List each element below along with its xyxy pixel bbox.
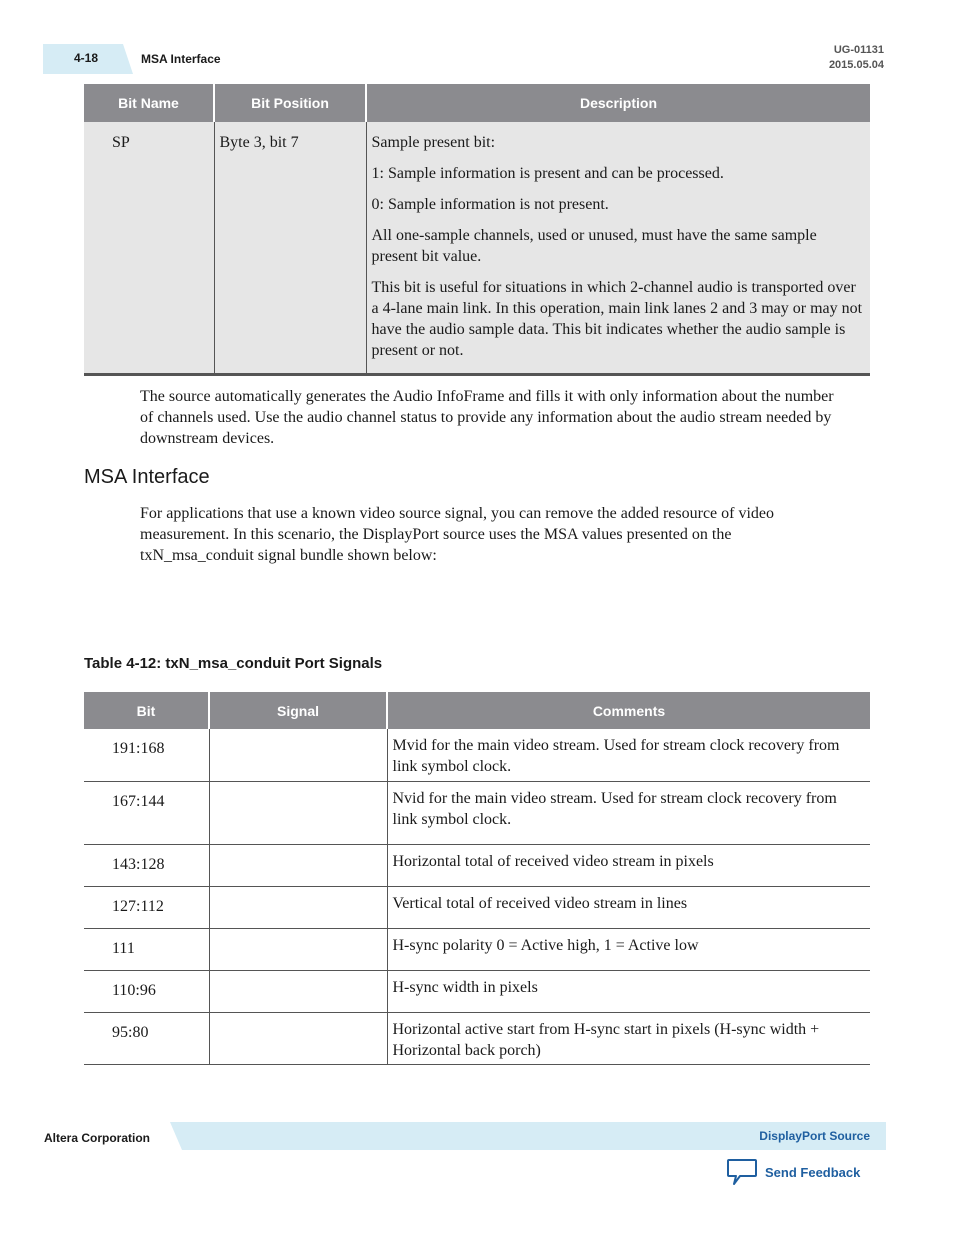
table-row (84, 886, 870, 928)
table-header-row (84, 692, 870, 729)
signal-cell (209, 886, 387, 928)
signal-cell (209, 729, 387, 781)
column-header: Signal (209, 692, 387, 729)
table-row (84, 1012, 870, 1064)
bit-table (84, 84, 870, 376)
bit-cell: 143:128 (84, 844, 209, 886)
company-name: Altera Corporation (44, 1131, 151, 1145)
bit-cell: 111 (84, 928, 209, 970)
comment-cell: H-sync polarity 0 = Active high, 1 = Active low (387, 928, 870, 970)
bit-cell: 127:112 (84, 886, 209, 928)
bit-position-cell: Byte 3, bit 7 (214, 122, 366, 375)
column-header: Description (366, 84, 870, 122)
bit-cell: 110:96 (84, 970, 209, 1012)
comment-cell: Mvid for the main video stream. Used for stream clock recovery from link symbol clock. (387, 729, 870, 781)
column-header: Bit Name (84, 84, 214, 122)
description-line: All one-sample channels, used or unused, must have the same sample present bit value. (371, 227, 817, 265)
send-feedback-label: Send Feedback (765, 1164, 861, 1180)
comment-cell: H-sync width in pixels (387, 970, 870, 1012)
send-feedback-link[interactable] (726, 1158, 860, 1186)
table-row (84, 844, 870, 886)
table-row (84, 122, 870, 375)
signal-cell (209, 1012, 387, 1064)
body-paragraph: For applications that use a known video source signal, you can remove the added resource of video measurement. In this scenario, the DisplayPort source uses the MSA values presented on the txN_msa_conduit signal bundle shown below: (140, 505, 775, 564)
table-row (84, 970, 870, 1012)
table-header-row (84, 84, 870, 122)
body-paragraph: The source automatically generates the Audio InfoFrame and fills it with only information about the number of channels used. Use the audio channel status to provide any information about the audio stream needed by downstream devices. (140, 388, 834, 447)
chapter-link[interactable]: DisplayPort Source (759, 1129, 870, 1143)
bit-cell: 95:80 (84, 1012, 209, 1064)
description-line: 0: Sample information is not present. (371, 196, 609, 213)
description-line: This bit is useful for situations in which 2-channel audio is transported over a 4-lane main link. In this operation, main link lanes 2 and 3 may or may not have the audio sample data. This bit indicates whether the audio sample is present or not. (371, 279, 863, 359)
table-row (84, 928, 870, 970)
signal-cell (209, 844, 387, 886)
description-line: Sample present bit: (371, 134, 496, 151)
bit-cell: 167:144 (84, 781, 209, 844)
table-row (84, 781, 870, 844)
speech-bubble-icon (726, 1158, 758, 1186)
comment-cell: Vertical total of received video stream in lines (387, 886, 870, 928)
doc-date: 2015.05.04 (828, 59, 884, 71)
section-heading: MSA Interface (84, 466, 210, 488)
table-row (84, 729, 870, 781)
doc-id: UG-01131 (833, 44, 884, 56)
bit-name-cell: SP (84, 122, 214, 375)
comment-cell: Horizontal active start from H-sync start in pixels (H-sync width + Horizontal back porch) (387, 1012, 870, 1064)
signal-cell (209, 781, 387, 844)
bit-cell: 191:168 (84, 729, 209, 781)
comment-cell: Horizontal total of received video stream in pixels (387, 844, 870, 886)
header-section-title: MSA Interface (141, 52, 221, 66)
doc-info (829, 43, 884, 73)
signal-cell (209, 970, 387, 1012)
description-line: 1: Sample information is present and can be processed. (371, 165, 724, 182)
description-cell (366, 122, 870, 375)
signal-cell (209, 928, 387, 970)
table-caption: Table 4-12: txN_msa_conduit Port Signals (84, 655, 383, 672)
page-number: 4-18 (74, 51, 99, 65)
column-header: Comments (387, 692, 870, 729)
port-signals-table (84, 692, 870, 1065)
column-header: Bit Position (214, 84, 366, 122)
comment-cell: Nvid for the main video stream. Used for stream clock recovery from link symbol clock. (387, 781, 870, 844)
column-header: Bit (84, 692, 209, 729)
